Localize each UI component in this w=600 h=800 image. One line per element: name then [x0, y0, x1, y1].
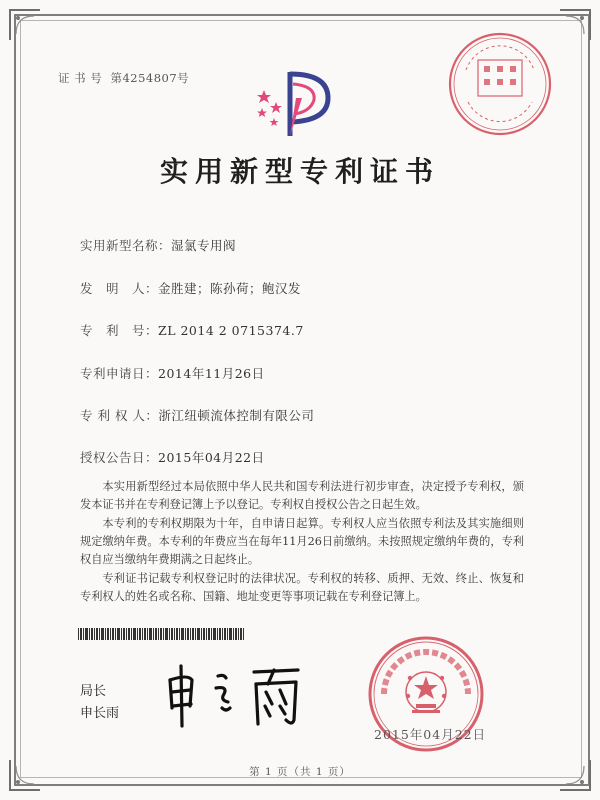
certificate-title: 实用新型专利证书	[159, 155, 440, 188]
field-label: 专 利 权 人：	[80, 408, 159, 423]
body-paragraph: 本专利的专利权期限为十年，自申请日起算。专利权人应当依照专利法及其实施细则规定缴纳年费。本专利的年费应当在每年11月26日前缴纳。未按照规定缴纳年费的，专利权自应当缴纳年费期满之日起终止。	[80, 517, 524, 566]
agency-stamp	[446, 30, 554, 138]
certificate-number-label: 证 书 号	[58, 71, 103, 85]
barcode	[78, 628, 246, 640]
field-label: 发 明 人：	[80, 281, 159, 296]
page-footer: 第 1 页（共 1 页）	[249, 766, 351, 778]
signatory-name: 申长雨	[80, 706, 120, 721]
field-value: 金胜建；陈孙荷；鲍汉发	[158, 281, 302, 296]
field-patent-number	[80, 321, 304, 339]
field-grant-date	[80, 448, 265, 466]
certificate-body	[80, 478, 524, 607]
field-value: 2014年11月26日	[158, 366, 265, 381]
corner-ornament	[8, 8, 42, 42]
certificate-number-value: 第4254807号	[110, 71, 190, 85]
field-inventors	[80, 279, 301, 297]
body-paragraph: 专利证书记载专利权登记时的法律状况。专利权的转移、质押、无效、终止、恢复和专利权人的姓名或名称、国籍、地址变更等事项记载在专利登记簿上。	[80, 572, 524, 603]
seal-date: 2015年04月22日	[374, 727, 487, 742]
field-application-date	[80, 364, 265, 382]
field-utility-model-name	[80, 236, 236, 254]
field-value: 2015年04月22日	[158, 450, 265, 465]
signatory-role: 局长	[80, 684, 107, 699]
body-paragraph: 本实用新型经过本局依照中华人民共和国专利法进行初步审查，决定授予专利权，颁发本证书并在专利登记簿上予以登记。专利权自授权公告之日起生效。	[80, 480, 524, 511]
patent-office-emblem-icon	[250, 64, 340, 144]
field-value: 浙江纽顿流体控制有限公司	[158, 408, 315, 423]
field-label: 专 利 号：	[80, 323, 159, 338]
field-label: 实用新型名称：	[80, 238, 172, 253]
field-label: 专利申请日：	[80, 366, 159, 381]
field-patentee	[80, 406, 314, 424]
handwritten-signature	[162, 658, 312, 732]
field-value: 湿氯专用阀	[171, 238, 237, 253]
certificate-number	[58, 70, 193, 86]
corner-ornament	[558, 8, 592, 42]
field-label: 授权公告日：	[80, 450, 159, 465]
field-value: ZL 2014 2 0715374.7	[158, 323, 304, 338]
